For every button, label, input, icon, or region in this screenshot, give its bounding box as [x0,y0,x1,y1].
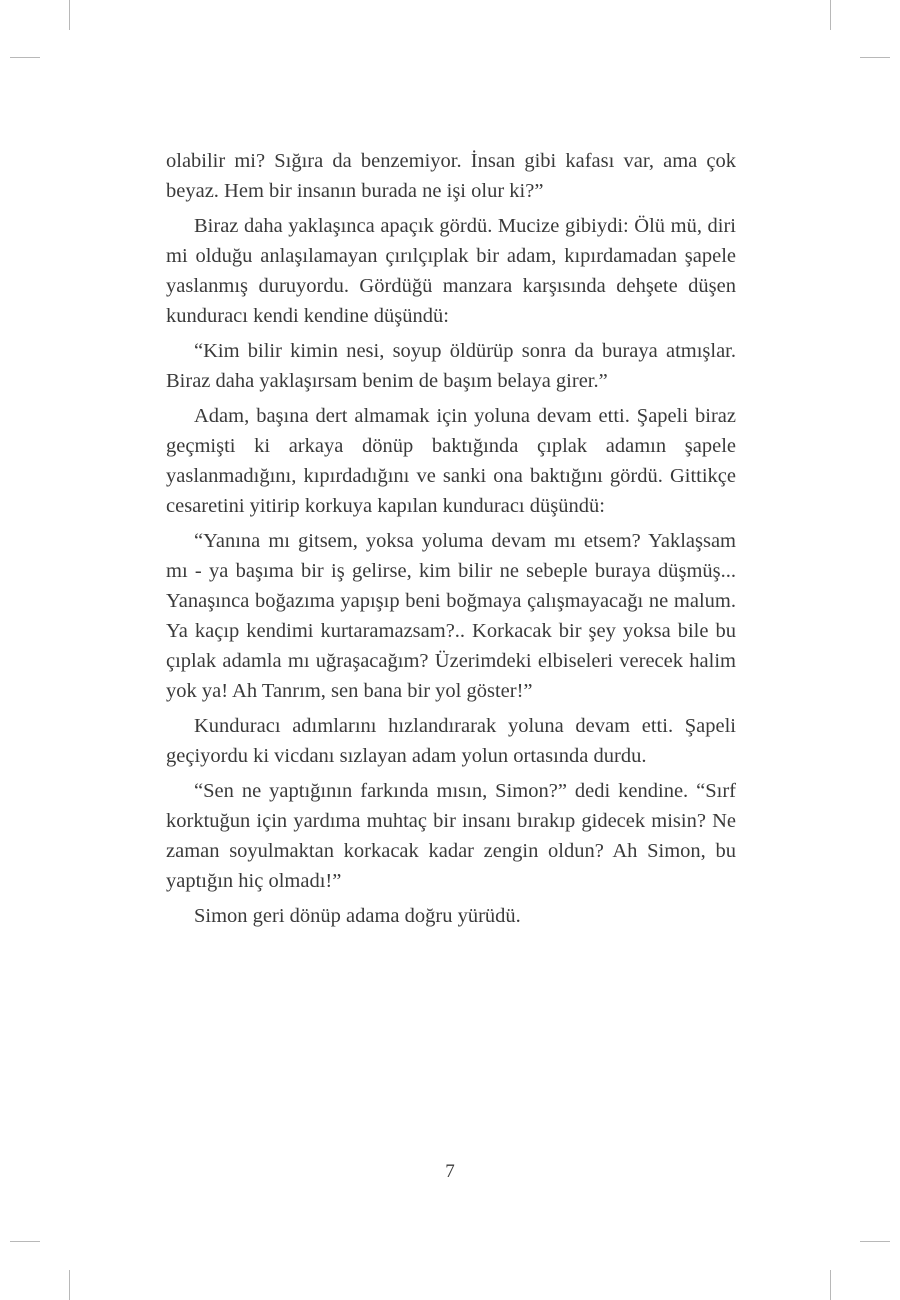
paragraph: “Kim bilir kimin nesi, soyup öldürüp sonra da buraya atmışlar. Biraz daha yaklaşırsam benim de başım belaya girer.” [166,340,736,392]
paragraph: Kunduracı adımlarını hızlandırarak yoluna devam etti. Şapeli geçiyordu ki vicdanı sızlayan adam yolun ortasında durdu. [166,715,736,767]
page-number: 7 [445,1161,455,1182]
crop-mark-bottom-left-vertical [69,1270,70,1300]
crop-mark-bottom-left-horizontal [10,1241,40,1242]
crop-mark-bottom-right-horizontal [860,1241,890,1242]
paragraph: Simon geri dönüp adama doğru yürüdü. [194,905,521,927]
crop-mark-top-left-horizontal [10,57,40,58]
paragraph: “Sen ne yaptığının farkında mısın, Simon?” dedi kendine. “Sırf korktuğun için yardıma muhtaç bir insanı bırakıp gidecek misin? Ne zaman soyulmaktan korkacak kadar zengin oldun? Ah Simon, bu yaptığın hiç olmadı!” [166,780,736,892]
crop-mark-top-right-vertical [830,0,831,30]
paragraph: Adam, başına dert almamak için yoluna devam etti. Şapeli biraz geçmişti ki arkaya dönüp baktığında çıplak adamın şapele yaslanmadığını, kıpırdadığını ve sanki ona baktığını gördü. Gittikçe cesaretini yitirip korkuya kapılan kunduracı düşündü: [166,405,736,517]
paragraph: “Yanına mı gitsem, yoksa yoluma devam mı etsem? Yaklaşsam mı - ya başıma bir iş gelirse, kim bilir ne sebeple buraya düşmüş... Yanaşınca boğazıma yapışıp beni boğmaya çalışmayacağı ne malum. Ya kaçıp kendimi kurtaramazsam?.. Korkacak bir şey yoksa bile bu çıplak adamla mı uğraşacağım? Üzerimdeki elbiseleri verecek halim yok ya! Ah Tanrım, sen bana bir yol göster!” [166,530,736,702]
crop-mark-bottom-right-vertical [830,1270,831,1300]
crop-mark-top-left-vertical [69,0,70,30]
paragraph: Biraz daha yaklaşınca apaçık gördü. Mucize gibiydi: Ölü mü, diri mi olduğu anlaşılamayan çırılçıplak bir adam, kıpırdamadan şapele yaslanmış duruyordu. Gördüğü manzara karşısında dehşete düşen kunduracı kendi kendine düşündü: [166,215,736,327]
paragraph: olabilir mi? Sığıra da benzemiyor. İnsan gibi kafası var, ama çok beyaz. Hem bir insanın burada ne işi olur ki?” [166,150,736,202]
crop-mark-top-right-horizontal [860,57,890,58]
body-text [166,146,736,936]
